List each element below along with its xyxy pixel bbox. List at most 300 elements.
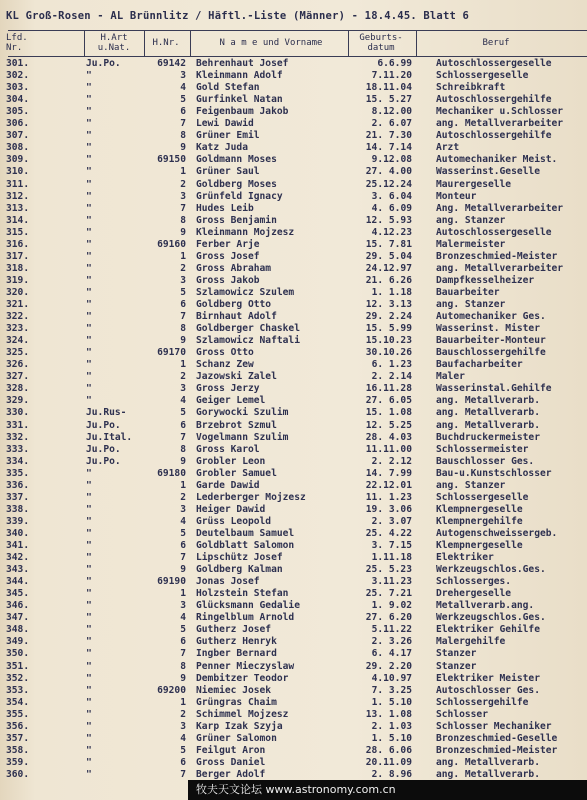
row-occupation: Metallverarb.ang. — [436, 600, 535, 612]
row-birthdate: 19. 3.06 — [365, 503, 412, 515]
row-prisoner-number: 9 — [180, 564, 186, 576]
row-birthdate: 3. 7.15 — [371, 540, 412, 551]
row-birthdate: 29. 2.20 — [365, 660, 412, 672]
row-birthdate: 27. 6.20 — [365, 612, 412, 624]
row-birthdate: 2. 3.26 — [371, 636, 412, 648]
row-nationality: " — [86, 624, 92, 636]
table-row — [0, 94, 587, 106]
row-birthdate: 20.11.09 — [365, 756, 412, 768]
table-row — [0, 335, 587, 347]
row-occupation: Malergehilfe — [436, 636, 506, 648]
row-number: 341. — [6, 540, 30, 551]
row-occupation: Drehergeselle — [436, 588, 512, 600]
table-row — [0, 588, 587, 600]
table-row — [0, 166, 587, 178]
row-occupation: Elektriker Meister — [436, 672, 540, 684]
row-name: Ingber Bernard — [196, 648, 277, 660]
row-number: 302. — [6, 70, 30, 82]
column-header-geb — [350, 33, 412, 53]
row-occupation: Wasserinst.Geselle — [436, 166, 540, 178]
row-occupation: Autogenschweissergeb. — [436, 527, 558, 539]
row-prisoner-number: 5 — [180, 527, 186, 539]
row-prisoner-number: 6 — [180, 106, 186, 118]
column-header-hnr: H.Nr. — [152, 38, 180, 48]
row-prisoner-number: 9 — [180, 672, 186, 684]
row-nationality: " — [86, 540, 92, 551]
row-prisoner-number: 7 — [180, 431, 186, 443]
row-birthdate: 15.10.23 — [365, 335, 412, 347]
table-row — [0, 648, 587, 660]
row-occupation: Baufacharbeiter — [436, 359, 523, 371]
table-row — [0, 456, 587, 468]
row-number: 328. — [6, 383, 30, 395]
table-row — [0, 287, 587, 299]
row-prisoner-number: 1 — [180, 250, 186, 262]
row-nationality: " — [86, 274, 92, 286]
row-name: Brzebrot Szmul — [196, 419, 277, 431]
row-number: 329. — [6, 395, 30, 407]
row-number: 306. — [6, 118, 30, 130]
row-number: 351. — [6, 660, 30, 672]
row-number: 319. — [6, 274, 30, 286]
row-number: 332. — [6, 431, 30, 443]
row-number: 355. — [6, 708, 30, 720]
row-birthdate: 25. 7.21 — [365, 588, 412, 600]
row-nationality: " — [86, 106, 92, 118]
row-nationality: " — [86, 178, 92, 190]
row-number: 325. — [6, 347, 30, 359]
table-row — [0, 395, 587, 407]
row-prisoner-number: 2 — [180, 371, 186, 383]
table-row — [0, 179, 587, 191]
row-number: 333. — [6, 443, 30, 455]
row-number: 353. — [6, 684, 30, 696]
row-occupation: ang. Metallverarb. — [436, 419, 540, 431]
row-birthdate: 4. 6.09 — [371, 202, 412, 214]
row-occupation: Maurergeselle — [436, 178, 512, 190]
table-row — [0, 142, 587, 154]
row-nationality: " — [86, 154, 92, 166]
row-occupation: Bauschlosser Ges. — [436, 455, 535, 467]
table-row — [0, 528, 587, 540]
row-nationality: Ju.Po. — [86, 419, 121, 431]
row-prisoner-number: 1 — [180, 588, 186, 600]
table-row — [0, 323, 587, 335]
row-prisoner-number: 7 — [180, 648, 186, 660]
row-name: Szlamowicz Szulem — [196, 286, 295, 298]
row-number: 323. — [6, 323, 30, 335]
row-number: 350. — [6, 648, 30, 660]
row-birthdate: 13. 1.08 — [365, 708, 412, 720]
row-prisoner-number: 8 — [180, 660, 186, 672]
row-nationality: " — [86, 214, 92, 226]
row-number: 342. — [6, 552, 30, 564]
table-row — [0, 468, 587, 480]
row-nationality: " — [86, 82, 92, 94]
row-nationality: " — [86, 527, 92, 539]
row-nationality: " — [86, 756, 92, 768]
row-name: Gorywocki Szulim — [196, 407, 289, 419]
row-prisoner-number: 9 — [180, 335, 186, 347]
row-nationality: " — [86, 166, 92, 178]
row-prisoner-number: 6 — [180, 540, 186, 551]
row-birthdate: 7. 3.25 — [371, 684, 412, 696]
row-name: Grobler Leon — [196, 455, 266, 467]
row-nationality: " — [86, 70, 92, 82]
column-header-art-text: H.Art u.Nat. — [97, 33, 131, 53]
row-name: Deutelbaum Samuel — [196, 527, 295, 539]
row-prisoner-number: 69142 — [157, 58, 186, 69]
row-prisoner-number: 2 — [180, 178, 186, 190]
row-nationality: " — [86, 612, 92, 624]
row-birthdate: 11.11.00 — [365, 443, 412, 455]
table-row — [0, 383, 587, 395]
column-divider — [190, 30, 191, 56]
row-occupation: Bronzeschmied-Meister — [436, 250, 558, 262]
row-occupation: Elektriker — [436, 552, 494, 564]
row-number: 331. — [6, 419, 30, 431]
table-row — [0, 191, 587, 203]
row-name: Hudes Leib — [196, 202, 254, 214]
column-divider — [84, 30, 85, 56]
row-prisoner-number: 7 — [180, 311, 186, 323]
row-number: 314. — [6, 214, 30, 226]
row-prisoner-number: 69160 — [157, 238, 186, 250]
column-header-geb-text: Geburts- datum — [359, 33, 403, 53]
row-prisoner-number: 69200 — [157, 684, 186, 696]
row-nationality: Ju.Po. — [86, 455, 121, 467]
table-row — [0, 432, 587, 444]
row-number: 320. — [6, 286, 30, 298]
table-row — [0, 600, 587, 612]
row-number: 360. — [6, 768, 30, 780]
row-birthdate: 21. 6.26 — [365, 274, 412, 286]
table-row — [0, 420, 587, 432]
row-prisoner-number: 69190 — [157, 576, 186, 588]
row-occupation: ang. Stanzer — [436, 479, 506, 491]
row-name: Grüner Saul — [196, 166, 260, 178]
row-birthdate: 5.11.22 — [371, 624, 412, 636]
column-header-art — [86, 33, 142, 53]
row-prisoner-number: 1 — [180, 359, 186, 371]
row-nationality: " — [86, 299, 92, 310]
row-name: Gold Stefan — [196, 82, 260, 94]
row-birthdate: 1. 1.18 — [371, 286, 412, 298]
row-prisoner-number: 8 — [180, 214, 186, 226]
row-number: 312. — [6, 190, 30, 202]
row-prisoner-number: 3 — [180, 190, 186, 202]
table-row — [0, 685, 587, 697]
row-number: 359. — [6, 756, 30, 768]
row-number: 340. — [6, 527, 30, 539]
row-name: Gross Otto — [196, 347, 254, 359]
row-birthdate: 6. 1.23 — [371, 359, 412, 371]
row-occupation: Buchdruckermeister — [436, 431, 540, 443]
row-nationality: " — [86, 130, 92, 142]
row-name: Berger Adolf — [196, 768, 266, 780]
row-number: 339. — [6, 515, 30, 527]
row-prisoner-number: 4 — [180, 82, 186, 94]
row-number: 307. — [6, 130, 30, 142]
row-occupation: Bauschlossergehilfe — [436, 347, 546, 359]
row-nationality: Ju.Po. — [86, 443, 121, 455]
table-row — [0, 504, 587, 516]
row-name: Goldmann Moses — [196, 154, 277, 166]
row-prisoner-number: 7 — [180, 118, 186, 130]
row-prisoner-number: 4 — [180, 395, 186, 407]
row-birthdate: 15. 5.99 — [365, 323, 412, 335]
row-nationality: " — [86, 684, 92, 696]
row-prisoner-number: 6 — [180, 299, 186, 310]
table-row — [0, 624, 587, 636]
row-occupation: Schlosser — [436, 708, 488, 720]
row-birthdate: 24.12.97 — [365, 262, 412, 274]
row-birthdate: 28. 6.06 — [365, 744, 412, 756]
row-name: Szlamowicz Naftali — [196, 335, 300, 347]
row-occupation: Autoschlossergehilfe — [436, 130, 552, 142]
table-row — [0, 492, 587, 504]
row-birthdate: 1. 9.02 — [371, 600, 412, 612]
row-birthdate: 25. 5.23 — [365, 564, 412, 576]
row-occupation: Autoschlossergeselle — [436, 58, 552, 69]
row-nationality: " — [86, 202, 92, 214]
row-occupation: ang. Metallverarbeiter — [436, 262, 564, 274]
row-number: 301. — [6, 58, 30, 69]
row-number: 352. — [6, 672, 30, 684]
row-prisoner-number: 9 — [180, 142, 186, 154]
row-number: 327. — [6, 371, 30, 383]
row-prisoner-number: 2 — [180, 491, 186, 503]
row-prisoner-number: 3 — [180, 503, 186, 515]
row-occupation: Klempnergeselle — [436, 540, 523, 551]
row-birthdate: 15. 1.08 — [365, 407, 412, 419]
row-number: 308. — [6, 142, 30, 154]
row-name: Goldberg Moses — [196, 178, 277, 190]
row-name: Gross Benjamin — [196, 214, 277, 226]
row-number: 358. — [6, 744, 30, 756]
row-occupation: Bronzeschmied-Geselle — [436, 732, 558, 744]
row-occupation: Werkzeugschlos.Ges. — [436, 564, 546, 576]
row-occupation: ang. Metallverarb. — [436, 756, 540, 768]
row-prisoner-number: 8 — [180, 443, 186, 455]
row-nationality: " — [86, 383, 92, 395]
column-header-name: N a m e und Vorname — [219, 38, 323, 48]
table-row — [0, 154, 587, 166]
row-number: 318. — [6, 262, 30, 274]
row-prisoner-number: 3 — [180, 600, 186, 612]
row-birthdate: 15. 5.27 — [365, 94, 412, 106]
row-occupation: Elektriker Gehilfe — [436, 624, 540, 636]
row-name: Ringelblum Arnold — [196, 612, 295, 624]
row-occupation: Wasserinstal.Gehilfe — [436, 383, 552, 395]
row-occupation: Stanzer — [436, 648, 477, 660]
row-birthdate: 11. 1.23 — [365, 491, 412, 503]
row-name: Schanz Zew — [196, 359, 254, 371]
row-nationality: " — [86, 648, 92, 660]
row-birthdate: 9.12.08 — [371, 154, 412, 166]
row-prisoner-number: 5 — [180, 407, 186, 419]
row-occupation: Malermeister — [436, 238, 506, 250]
row-prisoner-number: 7 — [180, 202, 186, 214]
row-nationality: " — [86, 238, 92, 250]
row-nationality: " — [86, 94, 92, 106]
row-number: 345. — [6, 588, 30, 600]
row-name: Grüner Emil — [196, 130, 260, 142]
table-row — [0, 661, 587, 673]
row-nationality: " — [86, 636, 92, 648]
table-row — [0, 359, 587, 371]
row-occupation: Bau-u.Kunstschlosser — [436, 467, 552, 479]
table-row — [0, 480, 587, 492]
row-name: Schimmel Mojzesz — [196, 708, 289, 720]
row-name: Dembitzer Teodor — [196, 672, 289, 684]
row-number: 337. — [6, 491, 30, 503]
row-occupation: Schlosserges. — [436, 576, 512, 588]
row-birthdate: 27. 4.00 — [365, 166, 412, 178]
row-prisoner-number: 5 — [180, 286, 186, 298]
header-rule-top — [8, 30, 587, 31]
row-occupation: Schlossergeselle — [436, 70, 529, 82]
row-occupation: ang. Metallverarb. — [436, 407, 540, 419]
row-occupation: ang. Metallverarbeiter — [436, 118, 564, 130]
column-divider — [348, 30, 349, 56]
row-birthdate: 1. 5.10 — [371, 696, 412, 708]
row-name: Goldblatt Salomon — [196, 540, 295, 551]
table-row — [0, 239, 587, 251]
row-occupation: ang. Stanzer — [436, 214, 506, 226]
row-prisoner-number: 1 — [180, 479, 186, 491]
row-birthdate: 29. 2.24 — [365, 311, 412, 323]
row-prisoner-number: 5 — [180, 624, 186, 636]
row-name: Birnhaut Adolf — [196, 311, 277, 323]
row-birthdate: 12. 5.93 — [365, 214, 412, 226]
row-number: 316. — [6, 238, 30, 250]
row-occupation: Bauarbeiter-Monteur — [436, 335, 546, 347]
row-name: Gross Jakob — [196, 274, 260, 286]
table-row — [0, 407, 587, 419]
row-prisoner-number: 69180 — [157, 467, 186, 479]
row-occupation: Autoschlossergehilfe — [436, 94, 552, 106]
row-number: 330. — [6, 407, 30, 419]
row-birthdate: 6. 4.17 — [371, 648, 412, 660]
row-nationality: " — [86, 226, 92, 238]
row-birthdate: 3. 6.04 — [371, 190, 412, 202]
row-birthdate: 29. 5.04 — [365, 250, 412, 262]
row-number: 349. — [6, 636, 30, 648]
row-nationality: " — [86, 118, 92, 130]
row-nationality: " — [86, 371, 92, 383]
table-row — [0, 58, 587, 70]
row-nationality: " — [86, 190, 92, 202]
row-prisoner-number: 69150 — [157, 154, 186, 166]
row-prisoner-number: 4 — [180, 515, 186, 527]
row-nationality: " — [86, 672, 92, 684]
row-birthdate: 25. 4.22 — [365, 527, 412, 539]
row-birthdate: 15. 7.81 — [365, 238, 412, 250]
row-nationality: " — [86, 347, 92, 359]
row-name: Gutherz Henryk — [196, 636, 277, 648]
row-name: Gross Josef — [196, 250, 260, 262]
row-number: 311. — [6, 178, 30, 190]
row-name: Goldberg Otto — [196, 299, 272, 310]
table-row — [0, 227, 587, 239]
row-name: Lipschütz Josef — [196, 552, 283, 564]
table-row — [0, 709, 587, 721]
row-name: Kleinmann Mojzesz — [196, 226, 295, 238]
table-row — [0, 275, 587, 287]
row-occupation: Schlossergeselle — [436, 491, 529, 503]
row-name: Grobler Samuel — [196, 467, 277, 479]
row-occupation: Stanzer — [436, 660, 477, 672]
row-nationality: " — [86, 768, 92, 780]
row-prisoner-number: 3 — [180, 720, 186, 732]
row-nationality: " — [86, 576, 92, 588]
row-nationality: " — [86, 142, 92, 154]
row-name: Jonas Josef — [196, 576, 260, 588]
row-birthdate: 4.12.23 — [371, 226, 412, 238]
column-header-beruf: Beruf — [482, 38, 510, 48]
row-birthdate: 21. 7.30 — [365, 130, 412, 142]
row-name: Garde Dawid — [196, 479, 260, 491]
row-nationality: Ju.Po. — [86, 58, 121, 69]
table-row — [0, 251, 587, 263]
row-number: 322. — [6, 311, 30, 323]
row-name: Goldberger Chaskel — [196, 323, 300, 335]
row-birthdate: 12. 5.25 — [365, 419, 412, 431]
row-birthdate: 1. 5.10 — [371, 732, 412, 744]
row-nationality: " — [86, 479, 92, 491]
row-nationality: " — [86, 262, 92, 274]
row-number: 354. — [6, 696, 30, 708]
row-birthdate: 2. 8.96 — [371, 768, 412, 780]
row-birthdate: 3.11.23 — [371, 576, 412, 588]
row-occupation: Werkzeugschlos.Ges. — [436, 612, 546, 624]
row-name: Gross Abraham — [196, 262, 272, 274]
row-birthdate: 2. 2.14 — [371, 371, 412, 383]
row-nationality: " — [86, 286, 92, 298]
row-name: Glücksmann Gedalie — [196, 600, 300, 612]
row-occupation: Autoschlosser Ges. — [436, 684, 540, 696]
table-row — [0, 118, 587, 130]
row-birthdate: 16.11.28 — [365, 383, 412, 395]
header-rule-bottom — [8, 56, 587, 57]
row-number: 305. — [6, 106, 30, 118]
row-name: Geiger Lemel — [196, 395, 266, 407]
row-name: Ferber Arje — [196, 238, 260, 250]
row-number: 313. — [6, 202, 30, 214]
row-name: Goldberg Kalman — [196, 564, 283, 576]
row-name: Lewi Dawid — [196, 118, 254, 130]
row-name: Heiger Dawid — [196, 503, 266, 515]
row-birthdate: 14. 7.99 — [365, 467, 412, 479]
row-nationality: " — [86, 588, 92, 600]
row-number: 346. — [6, 600, 30, 612]
row-name: Vogelmann Szulim — [196, 431, 289, 443]
row-nationality: " — [86, 335, 92, 347]
table-row — [0, 612, 587, 624]
column-header-nr — [6, 33, 46, 53]
row-birthdate: 2. 1.03 — [371, 720, 412, 732]
table-row — [0, 540, 587, 552]
row-nationality: " — [86, 311, 92, 323]
row-occupation: Schreibkraft — [436, 82, 506, 94]
row-number: 344. — [6, 576, 30, 588]
row-occupation: Mechaniker u.Schlosser — [436, 106, 564, 118]
row-name: Gurfinkel Natan — [196, 94, 283, 106]
row-occupation: Schlossergehilfe — [436, 696, 529, 708]
column-divider — [416, 30, 417, 56]
row-number: 357. — [6, 732, 30, 744]
